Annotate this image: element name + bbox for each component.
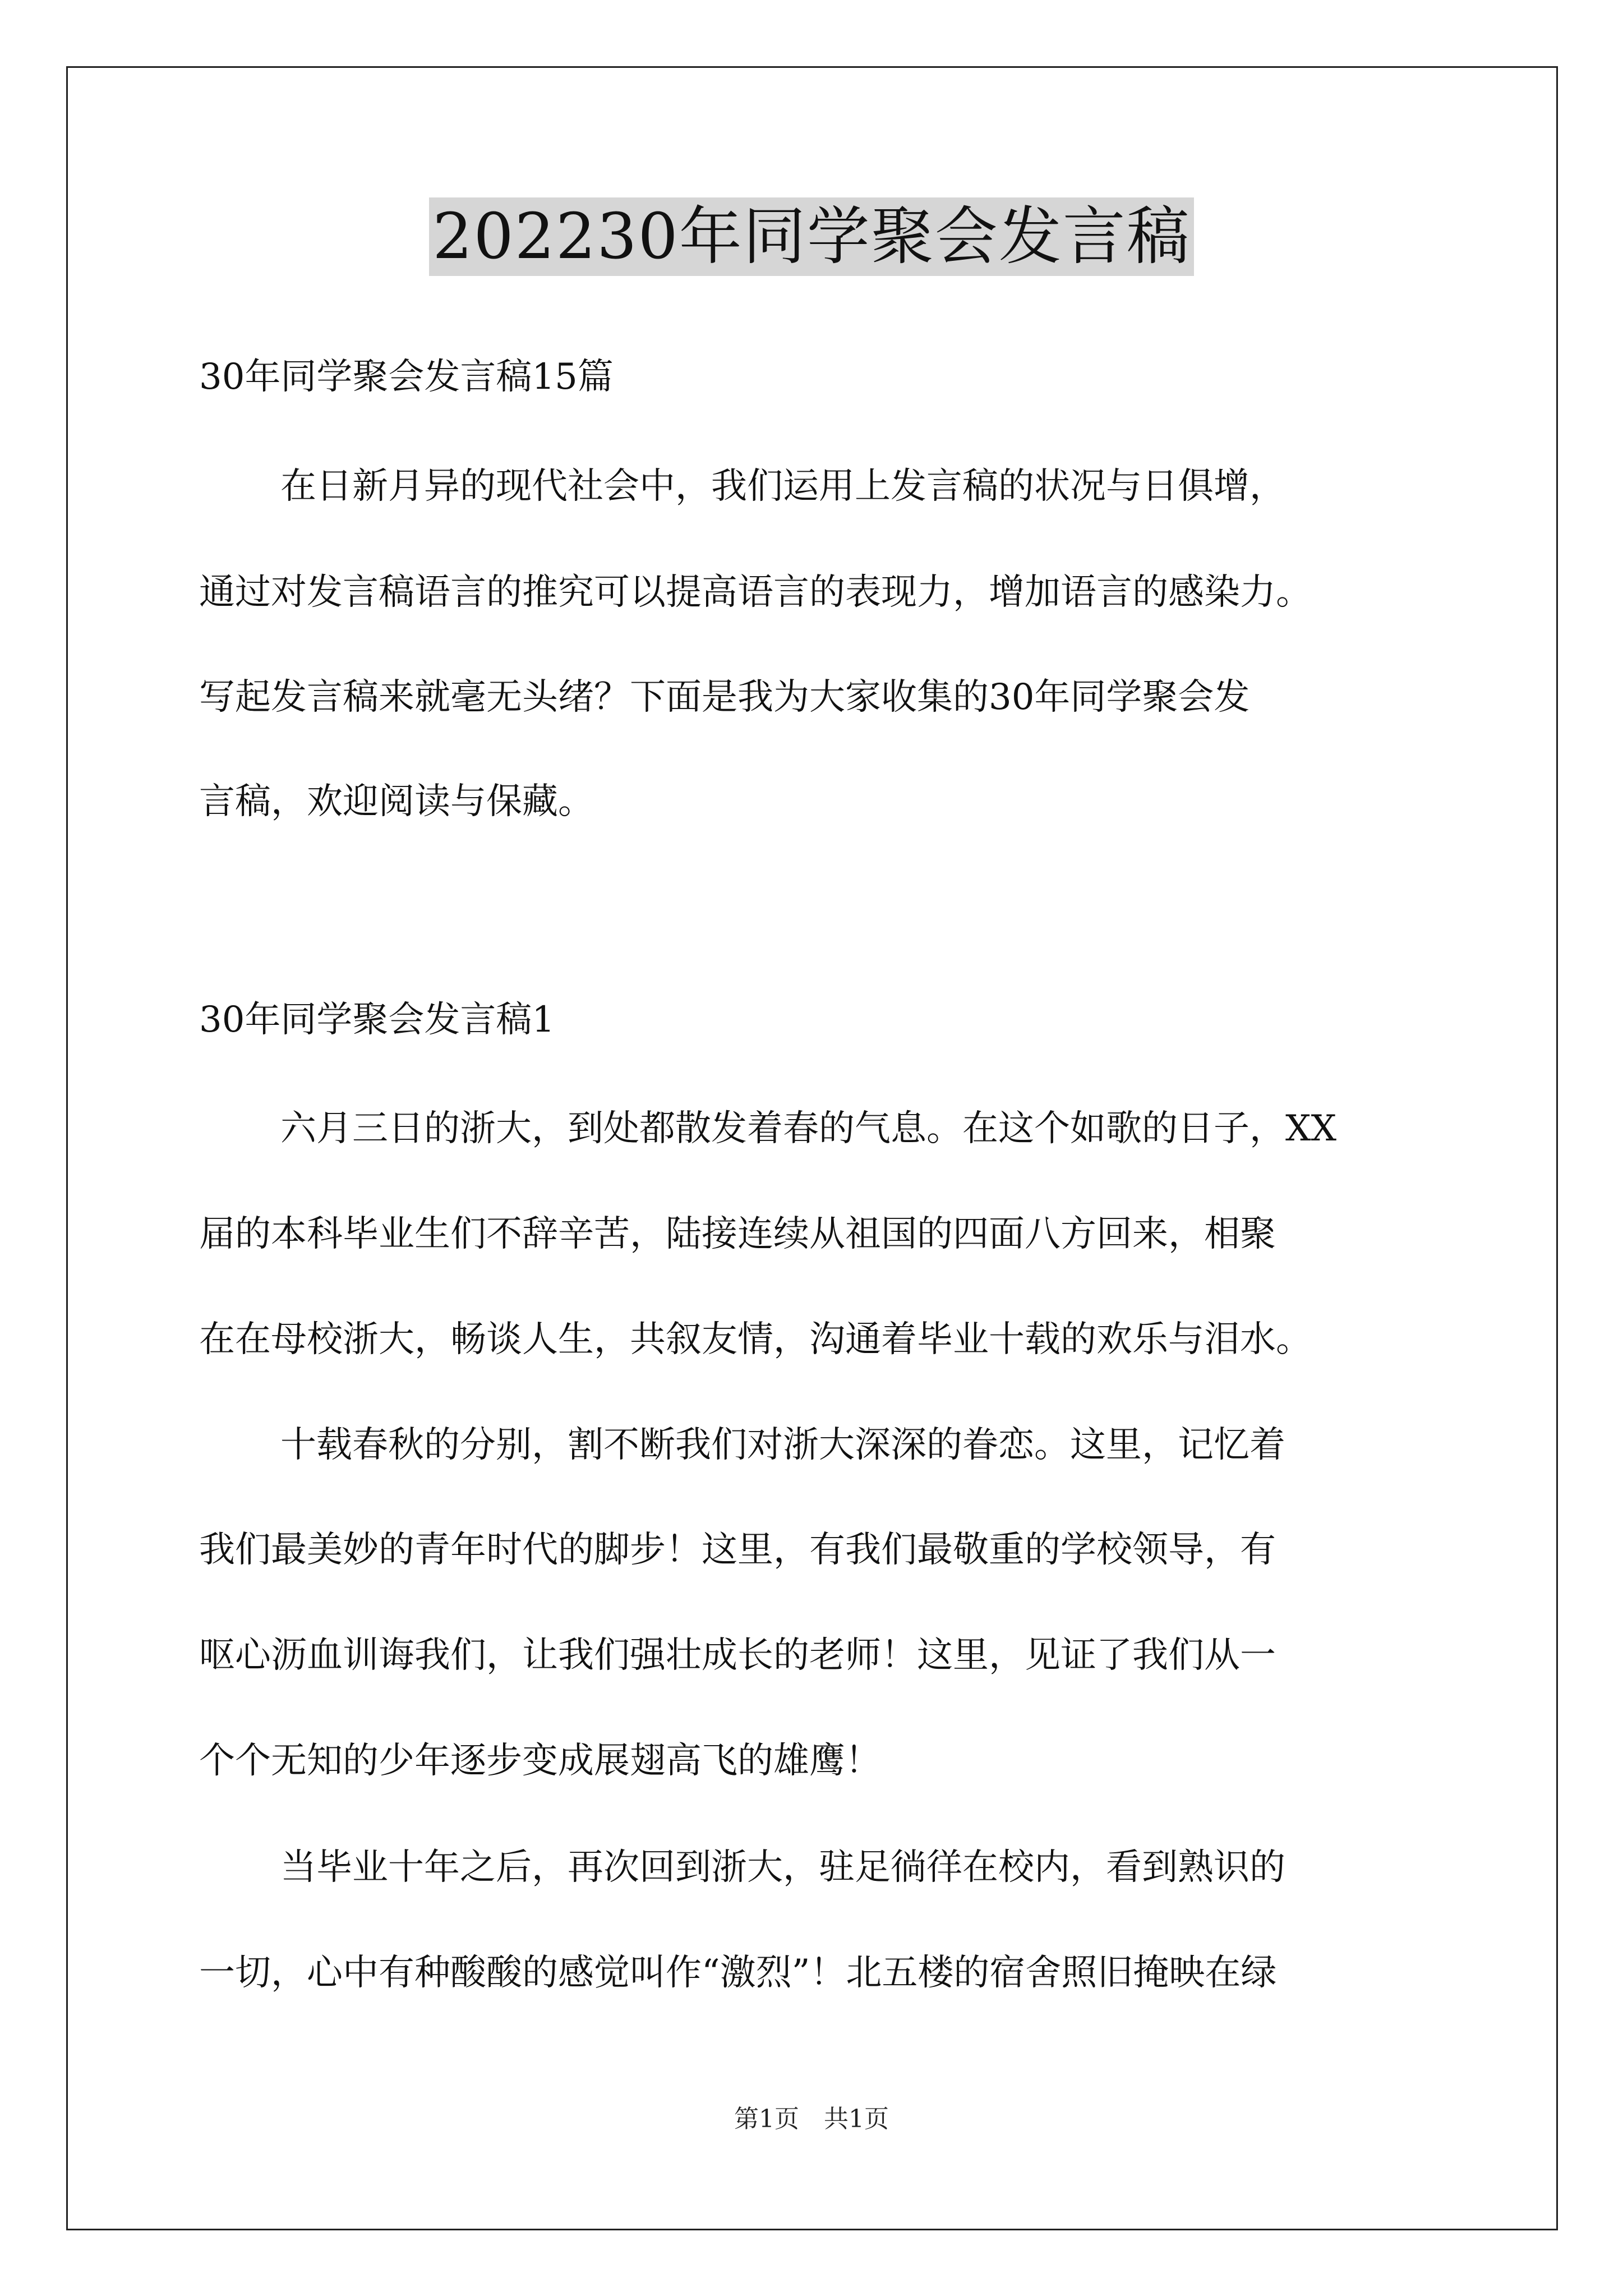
para1-line-1: 六月三日的浙大，到处都散发着春的气息。在这个如歌的日子，XX: [280, 1108, 1337, 1149]
para1-line-3: 在在母校浙大，畅谈人生，共叙友情，沟通着毕业十载的欢乐与泪水。: [199, 1319, 1312, 1360]
intro-line-4: 言稿，欢迎阅读与保藏。: [199, 781, 594, 822]
para3-line-2: 一切，心中有种酸酸的感觉叫作“激烈”！北五楼的宿舍照旧掩映在绿: [199, 1952, 1277, 1994]
page-footer: 第1页 共1页: [734, 2105, 889, 2133]
para2-line-3: 呕心沥血训诲我们，让我们强壮成长的老师！这里，见证了我们从一: [199, 1635, 1276, 1676]
intro-line-2: 通过对发言稿语言的推究可以提高语言的表现力，增加语言的感染力。: [199, 572, 1312, 613]
intro-line-3: 写起发言稿来就毫无头绪？下面是我为大家收集的30年同学聚会发: [199, 677, 1250, 718]
para3-line-1: 当毕业十年之后，再次回到浙大，驻足徜徉在校内，看到熟识的: [280, 1847, 1285, 1888]
para2-line-2: 我们最美妙的青年时代的脚步！这里，有我们最敬重的学校领导，有: [199, 1529, 1276, 1571]
title-container: [0, 197, 1623, 276]
para2-line-4: 个个无知的少年逐步变成展翅高飞的雄鹰！: [199, 1740, 881, 1782]
para1-line-2: 届的本科毕业生们不辞辛苦，陆接连续从祖国的四面八方回来，相聚: [199, 1213, 1276, 1255]
intro-line-1: 在日新月异的现代社会中，我们运用上发言稿的状况与日俱增，: [280, 466, 1285, 507]
para2-line-1: 十载春秋的分别，割不断我们对浙大深深的眷恋。这里，记忆着: [280, 1424, 1285, 1466]
section-heading: 30年同学聚会发言稿1: [199, 999, 555, 1041]
document-title: 202230年同学聚会发言稿: [429, 197, 1194, 276]
document-subtitle: 30年同学聚会发言稿15篇: [199, 356, 614, 398]
